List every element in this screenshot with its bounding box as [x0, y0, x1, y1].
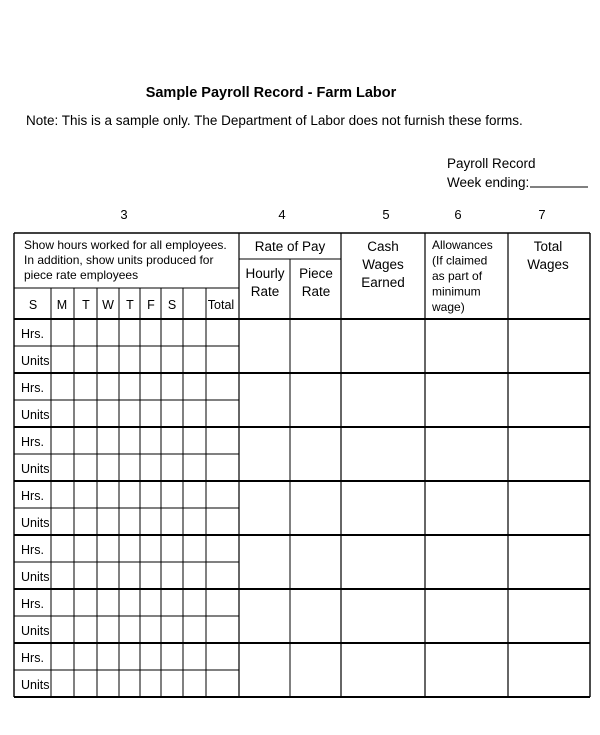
day-label: S [28, 298, 38, 312]
rate-of-pay-header: Rate of Pay [254, 239, 326, 254]
day-label: F [147, 298, 155, 312]
hours-row-label: Hrs. [21, 543, 44, 557]
hours-row-label: Hrs. [21, 597, 44, 611]
hourly-rate-header: Hourly [245, 266, 285, 281]
cash-wages-header: Wages [362, 257, 404, 272]
day-label: S [167, 298, 177, 312]
day-label: T [126, 298, 134, 312]
total-wages-header: Wages [527, 257, 569, 272]
hours-row-label: Hrs. [21, 327, 44, 341]
hours-row-label: Hrs. [21, 381, 44, 395]
sample-note: Note: This is a sample only. The Department of Labor does not furnish these forms. [26, 113, 523, 128]
cash-wages-header: Cash [367, 239, 399, 254]
column-number: 3 [120, 207, 128, 222]
column-number: 5 [382, 207, 390, 222]
units-row-label: Units [21, 678, 50, 692]
hourly-rate-header: Rate [250, 284, 280, 299]
allowances-header: (If claimed [432, 253, 488, 268]
cash-wages-header: Earned [361, 275, 405, 290]
page-title: Sample Payroll Record - Farm Labor [145, 85, 397, 101]
column-number: 7 [538, 207, 546, 222]
allowances-header: minimum [432, 284, 481, 299]
total-wages-header: Total [533, 239, 563, 254]
day-label: M [56, 298, 68, 312]
column-number: 4 [278, 207, 286, 222]
allowances-header: as part of [432, 269, 483, 283]
day-total-label: Total [207, 298, 235, 312]
hours-row-label: Hrs. [21, 651, 44, 665]
week-ending-label: Week ending: [447, 175, 530, 190]
day-label: T [82, 298, 90, 312]
day-label: W [102, 298, 114, 312]
hours-header-text: piece rate employees [24, 268, 139, 282]
piece-rate-header: Piece [299, 266, 333, 281]
units-row-label: Units [21, 570, 50, 584]
units-row-label: Units [21, 516, 50, 530]
units-row-label: Units [21, 408, 50, 422]
units-row-label: Units [21, 354, 50, 368]
piece-rate-header: Rate [301, 284, 331, 299]
column-number: 6 [454, 207, 462, 222]
allowances-header: Allowances [432, 238, 493, 252]
hours-row-label: Hrs. [21, 435, 44, 449]
units-row-label: Units [21, 462, 50, 476]
payroll-record-label: Payroll Record [447, 156, 536, 171]
hours-row-label: Hrs. [21, 489, 44, 503]
units-row-label: Units [21, 624, 50, 638]
allowances-header: wage) [432, 300, 465, 314]
hours-header-text: Show hours worked for all employees. [24, 238, 227, 252]
hours-header-text: In addition, show units produced for [24, 253, 214, 267]
